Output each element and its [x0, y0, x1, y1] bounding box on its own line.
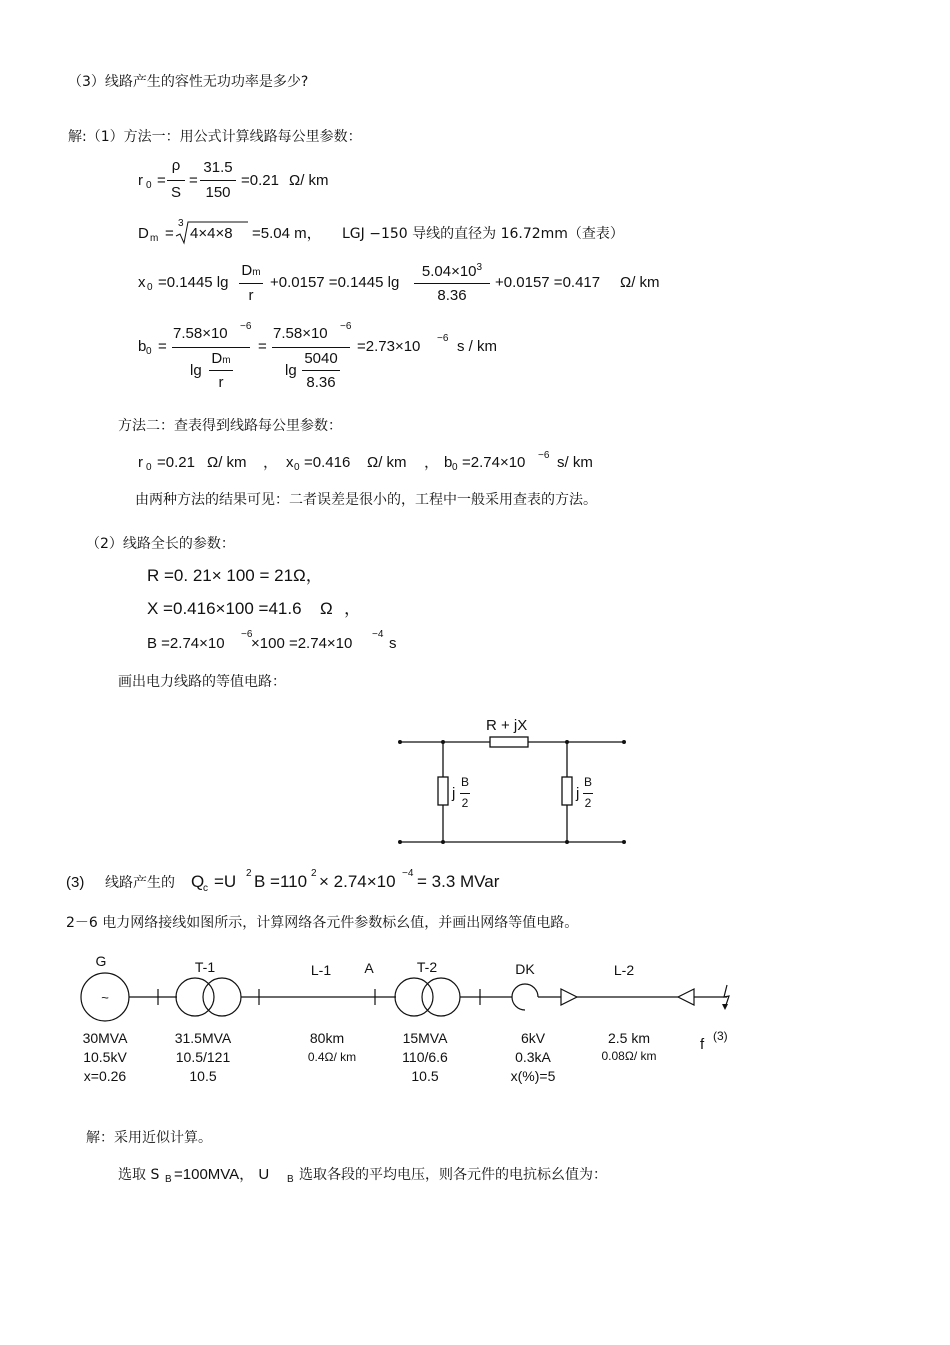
b0-num1: 7.58×10 [173, 325, 228, 342]
G-param-3: x=0.26 [83, 1068, 127, 1084]
label-DK: DK [515, 961, 535, 977]
solution2-intro: 解：采用近似计算。 [86, 1130, 212, 1146]
label-T1: T-1 [194, 959, 216, 975]
r0-den2: 150 [205, 184, 231, 201]
dm-radicand: 4×4×8 [190, 225, 233, 242]
part3-eq4-sup: −4 [402, 868, 414, 879]
b0-den1-den: r [218, 374, 224, 391]
m2-x0: x [286, 454, 294, 471]
solution-intro: 解:（1）方法一：用公式计算线路每公里参数： [68, 129, 362, 145]
generator-symbol: ~ [101, 990, 109, 1005]
L2-param-2: 0.08Ω/ km [601, 1049, 657, 1063]
m2-x0-unit: Ω/ km [367, 454, 407, 471]
x0-part3: +0.0157 =0.417 [495, 274, 601, 291]
r0-value: =0.21 [241, 172, 279, 189]
problem-2-6: 2－6 电力网络接线如图所示，计算网络各元件参数标幺值，并画出网络等值电路。 [66, 915, 579, 931]
r0-unit: Ω/ km [289, 172, 329, 189]
question-3: （3）线路产生的容性无功功率是多少? [68, 74, 309, 90]
r0-symbol: r [138, 172, 143, 189]
x0-symbol: x [138, 274, 146, 291]
part2-B-a-exp: −6 [241, 629, 253, 640]
shunt-left-den: 2 [461, 796, 469, 810]
shunt-right-j: j [576, 785, 580, 802]
r0-sub: 0 [146, 180, 152, 191]
r0-den1: S [170, 184, 181, 201]
L1-param-1: 80km [309, 1030, 345, 1046]
b0-num1-exp: −6 [240, 321, 252, 332]
dm-root-index: 3 [178, 218, 184, 229]
b0-value-exp: −6 [437, 333, 449, 344]
part3-result: = 3.3 MVar [417, 872, 500, 891]
DK-param-2: 0.3kA [515, 1049, 551, 1065]
part3-number: (3) [66, 874, 85, 891]
method-comparison: 由两种方法的结果可见：二者误差是很小的，工程中一般采用查表的方法。 [135, 492, 597, 508]
r0-eq2: = [189, 172, 198, 189]
part2-title: （2）线路全长的参数： [86, 536, 235, 552]
m2-sep2: ， [424, 454, 440, 471]
r0-num2: 31.5 [203, 159, 233, 176]
dm-value: =5.04 m， [252, 225, 322, 242]
m2-b0: b [444, 454, 453, 471]
part2-B-b: ×100 =2.74×10 [251, 635, 353, 652]
sol2-b-sub: B [287, 1174, 294, 1185]
T2-param-1: 15MVA [402, 1030, 448, 1046]
fault-f: f [700, 1036, 705, 1053]
part2-B-a: B =2.74×10 [147, 635, 225, 652]
b0-den2-den: 8.36 [306, 374, 336, 391]
label-T2: T-2 [416, 959, 438, 975]
m2-r0-value: =0.21 [157, 454, 195, 471]
x0-den1: r [248, 287, 254, 304]
T1-param-1: 31.5MVA [174, 1030, 232, 1046]
part2-R: R =0. 21× 100 = 21Ω， [147, 566, 323, 585]
m2-r0: r [138, 454, 143, 471]
label-L2: L-2 [613, 962, 635, 978]
part2-X-unit: Ω [320, 599, 333, 618]
b0-sub: 0 [146, 346, 152, 357]
r0-eq1: = [157, 172, 166, 189]
x0-num1: Dm [241, 262, 261, 279]
label-A: A [364, 960, 374, 976]
sol2-a: 选取 S [118, 1167, 160, 1183]
part2-X: X =0.416×100 =41.6 [147, 599, 302, 618]
part3-eq3-sup: 2 [311, 868, 317, 879]
part3-Q-sub: c [203, 883, 208, 894]
dm-conductor-note: LGJ −150 导线的直径为 16.72mm（查表） [342, 226, 624, 242]
shunt-right-den: 2 [584, 796, 592, 810]
G-param-2: 10.5kV [83, 1049, 127, 1065]
part3-eq4: × 2.74×10 [319, 872, 396, 891]
b0-den2-num: 5040 [304, 350, 338, 367]
part3-eq2: =U [214, 872, 237, 891]
circuit-title: 画出电力线路的等值电路： [118, 674, 286, 690]
b0-eq1: = [158, 338, 167, 355]
x0-part1: =0.1445 lg [158, 274, 229, 291]
b0-value: =2.73×10 [357, 338, 421, 355]
T2-param-2: 110/6.6 [402, 1049, 448, 1065]
dm-eq: = [165, 225, 174, 242]
shunt-left-j: j [452, 785, 456, 802]
L2-param-1: 2.5 km [607, 1030, 650, 1046]
b0-den1-lg: lg [190, 362, 202, 379]
sol2-a-sub: B [165, 1174, 172, 1185]
dm-sub: m [150, 233, 159, 244]
sol2-b: =100MVA， U [174, 1166, 270, 1183]
part3-Q: Q [191, 872, 205, 891]
r0-num1: ρ [171, 157, 181, 174]
b0-num2: 7.58×10 [273, 325, 328, 342]
x0-unit: Ω/ km [620, 274, 660, 291]
part2-B-unit: s [389, 635, 397, 652]
b0-unit: s / km [457, 338, 497, 355]
x0-num2: $5.04\times 10^3$ [421, 262, 483, 280]
part3-eq3: B =110 [254, 872, 308, 891]
L1-param-2: 0.4Ω/ km [307, 1050, 357, 1064]
method2-title: 方法二：查表得到线路每公里参数： [118, 418, 342, 434]
b0-eq2: = [258, 338, 267, 355]
m2-x0-sub: 0 [294, 462, 300, 473]
fault-type: (3) [713, 1029, 728, 1043]
series-impedance-label: R + jX [486, 717, 528, 734]
m2-r0-unit: Ω/ km [207, 454, 247, 471]
shunt-right-num: B [583, 775, 592, 789]
m2-sep1: ， [263, 454, 279, 471]
x0-sub: 0 [147, 282, 153, 293]
m2-r0-sub: 0 [146, 462, 152, 473]
part2-X-tail: ， [344, 599, 361, 618]
x0-part2: +0.0157 =0.1445 lg [270, 274, 400, 291]
DK-param-3: x(%)=5 [510, 1068, 556, 1084]
G-param-1: 30MVA [82, 1030, 128, 1046]
x0-den2: 8.36 [437, 287, 467, 304]
b0-symbol: b [138, 338, 147, 355]
part2-B-b-exp: −4 [372, 629, 384, 640]
T2-param-3: 10.5 [411, 1068, 439, 1084]
T1-param-3: 10.5 [189, 1068, 217, 1084]
m2-b0-value: =2.74×10 [462, 454, 526, 471]
m2-b0-sub: 0 [452, 462, 458, 473]
dm-symbol: D [138, 225, 149, 242]
T1-param-2: 10.5/121 [175, 1049, 231, 1065]
part3-eq2-sup: 2 [246, 868, 252, 879]
part3-text: 线路产生的 [105, 875, 175, 891]
DK-param-1: 6kV [520, 1030, 546, 1046]
shunt-left-num: B [460, 775, 469, 789]
m2-b0-unit: s/ km [557, 454, 593, 471]
m2-x0-value: =0.416 [304, 454, 351, 471]
b0-den1-num: Dm [211, 350, 231, 367]
m2-b0-exp: −6 [538, 450, 550, 461]
sol2-c: 选取各段的平均电压，则各元件的电抗标幺值为： [299, 1167, 607, 1183]
b0-num2-exp: −6 [340, 321, 352, 332]
b0-den2-lg: lg [285, 362, 297, 379]
label-G: G [95, 953, 107, 969]
label-L1: L-1 [310, 962, 332, 978]
